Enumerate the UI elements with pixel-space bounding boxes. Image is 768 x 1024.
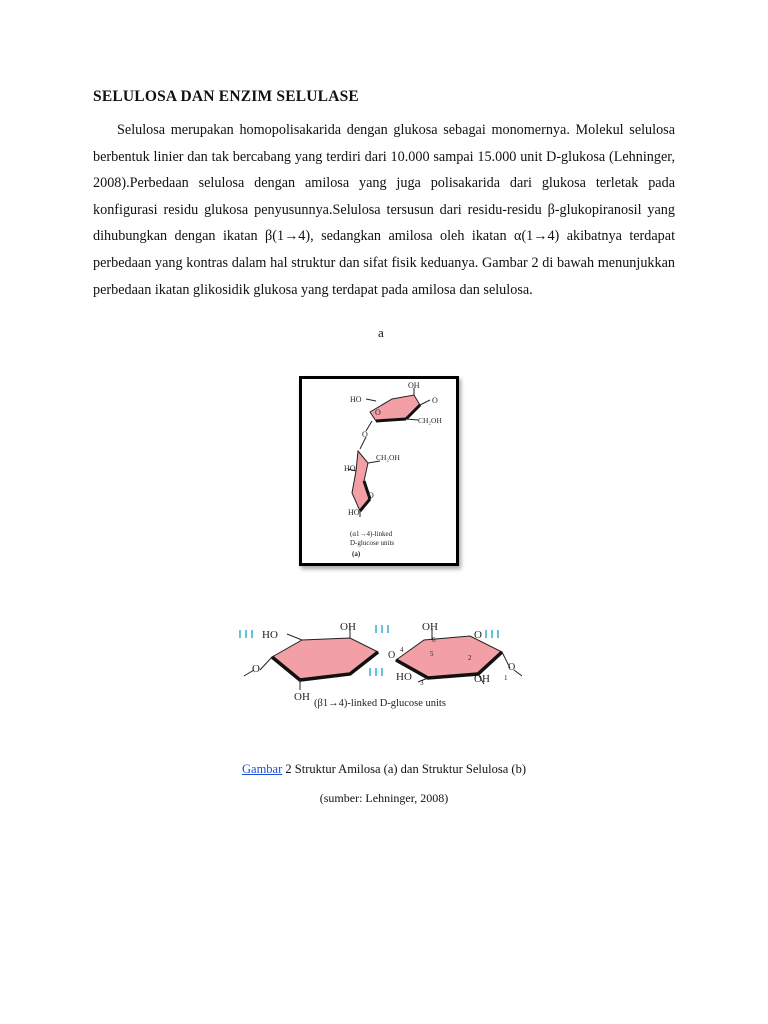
paragraph-text-1: Selulosa merupakan homopolisakarida dengan glukosa sebagai monomernya. Molekul selulosa berbentuk linier dan tak bercabang yang terdiri dari 10.000 sampai 15.000 unit D-glukosa (Lehninger, 2008).Perbedaan selulosa dengan amilosa yang juga polisakarida dari glukosa terletak pada konfigurasi residu glukosa penyusunnya.Selulosa tersusun dari residu-residu β-glukopiranosil yang dihubungkan dengan ikatan β(1	[93, 122, 675, 245]
carbon-number: 5	[430, 650, 434, 658]
label-ho: HO	[396, 671, 412, 683]
label-oh: OH	[294, 691, 310, 703]
figure-a-caption-letter: (a)	[352, 550, 361, 558]
figure-source: (sumber: Lehninger, 2008)	[319, 791, 449, 805]
label-o: O	[432, 396, 438, 405]
bond-line	[406, 419, 418, 420]
figure-a-caption-line1: (α1→4)-linked	[350, 530, 393, 538]
ring-bond-bold	[376, 419, 406, 421]
label-oh: OH	[474, 673, 490, 685]
carbon-number: 3	[420, 679, 424, 687]
arrow-glyph: →	[533, 228, 548, 245]
label-ch2oh: CH₂OH	[418, 416, 442, 425]
label-ho: HO	[348, 508, 360, 517]
label-o: O	[508, 662, 516, 673]
figure-caption	[0, 762, 768, 777]
label-oh: OH	[422, 621, 438, 633]
carbon-number: 1	[504, 674, 508, 682]
figure-cellulose	[232, 612, 522, 712]
label-bridge-o: O	[388, 650, 396, 661]
arrow-glyph: →	[284, 228, 299, 245]
label-ho: HO	[350, 395, 362, 404]
label-ring-o: O	[375, 408, 381, 417]
section-title: SELULOSA DAN ENZIM SELULASE	[93, 88, 359, 105]
label-ch2oh: CH₂OH	[376, 453, 400, 462]
cellulose-structure-diagram	[232, 612, 522, 712]
label-o: O	[474, 629, 482, 641]
label-link-o: O	[362, 430, 368, 439]
paragraph-text-2: 4), sedangkan amilosa oleh ikatan α(1	[298, 228, 534, 245]
amylose-structure-diagram	[302, 379, 456, 563]
bond-line	[287, 634, 302, 640]
carbon-number: 4	[400, 646, 404, 654]
bond-line	[420, 400, 430, 405]
label-ring-o: O	[368, 491, 374, 500]
figure-caption-text: 2 Struktur Amilosa (a) dan Struktur Selulosa (b)	[282, 762, 526, 776]
figure-a-caption-line2: D-glucose units	[350, 539, 395, 547]
figure-link[interactable]: Gambar	[242, 762, 283, 776]
label-o: O	[252, 663, 260, 675]
label-oh: OH	[340, 621, 356, 633]
figure-amylose	[299, 376, 459, 566]
label-ho: HO	[344, 464, 356, 473]
body-paragraph	[93, 117, 675, 303]
cellulose-ring-left	[272, 638, 378, 680]
figure-b-caption: (β1→4)-linked D-glucose units	[314, 698, 446, 709]
bond-line	[366, 399, 376, 401]
label-oh: OH	[408, 381, 420, 390]
label-ho: HO	[262, 629, 278, 641]
paragraph-text-3: 4) akibatnya terdapat perbedaan yang kontras dalam hal struktur dan sifat fisik keduanya. Gambar 2 di bawah menunjukkan perbedaan ikatan glikosidik glukosa yang terdapat pada amilosa dan selulosa.	[93, 228, 676, 298]
cellulose-ring-right	[396, 636, 502, 678]
carbon-number: 2	[468, 654, 472, 662]
figure-a-label: a	[378, 325, 384, 340]
bond-line	[260, 657, 272, 670]
carbon-number: 6	[432, 636, 436, 644]
